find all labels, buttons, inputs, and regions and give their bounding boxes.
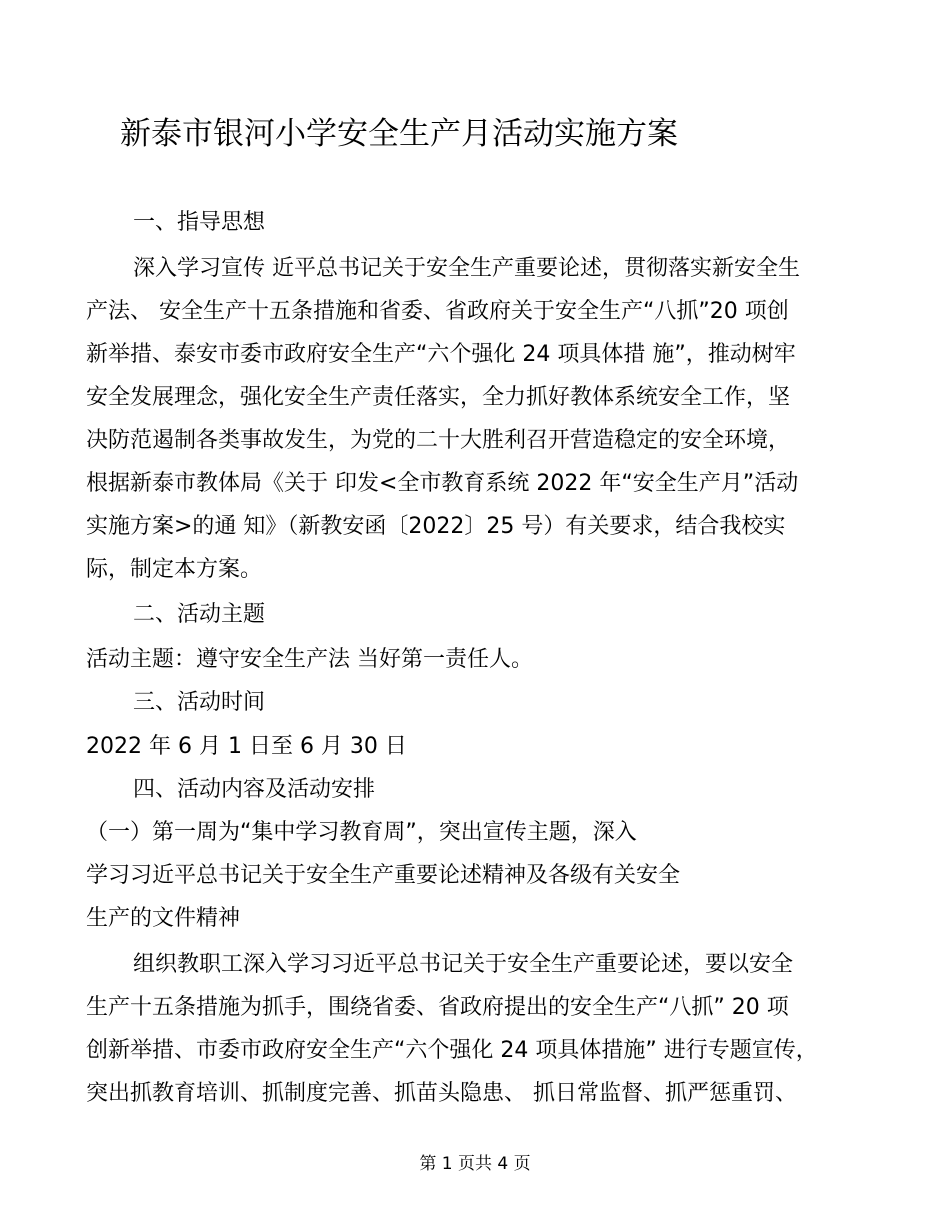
section-heading-activity-content: 四、活动内容及活动安排 <box>133 777 376 802</box>
paragraph-line: 产法、 安全生产十五条措施和省委、省政府关于安全生产“八抓”20 项创 <box>86 299 789 324</box>
section-heading-activity-theme: 二、活动主题 <box>133 602 266 627</box>
paragraph-line: 组织教职工深入学习习近平总书记关于安全生产重要论述，要以安全 <box>133 952 794 977</box>
paragraph-line: 际，制定本方案。 <box>86 557 263 582</box>
section-heading-activity-time: 三、活动时间 <box>133 690 266 715</box>
paragraph-line: 突出抓教育培训、抓制度完善、抓苗头隐患、 抓日常监督、抓严惩重罚、 <box>86 1081 797 1106</box>
paragraph-line: 创新举措、市委市政府安全生产“六个强化 24 项具体措施” 进行专题宣传， <box>86 1038 818 1063</box>
paragraph-line: 新举措、泰安市委市政府安全生产“六个强化 24 项具体措 施”，推动树牢 <box>86 342 796 367</box>
subsection-heading-line: 学习习近平总书记关于安全生产重要论述精神及各级有关安全 <box>86 863 681 888</box>
paragraph-line: 生产十五条措施为抓手，围绕省委、省政府提出的安全生产“八抓” 20 项 <box>86 995 789 1020</box>
section-heading-guiding-ideology: 一、指导思想 <box>133 210 266 235</box>
subsection-heading-line: （一）第一周为“集中学习教育周”，突出宣传主题，深入 <box>86 820 637 845</box>
paragraph-line: 决防范遏制各类事故发生，为党的二十大胜利召开营造稳定的安全环境， <box>86 428 791 453</box>
activity-theme-text: 活动主题：遵守安全生产法 当好第一责任人。 <box>86 647 533 672</box>
paragraph-line: 根据新泰市教体局《关于 印发<全市教育系统 2022 年“安全生产月”活动 <box>86 471 799 496</box>
paragraph-line: 实施方案>的通 知》（新教安函〔2022〕25 号）有关要求，结合我校实 <box>86 514 786 539</box>
paragraph-line: 深入学习宣传 近平总书记关于安全生产重要论述，贯彻落实新安全生 <box>133 256 800 281</box>
paragraph-line: 安全发展理念，强化安全生产责任落实，全力抓好教体系统安全工作，坚 <box>86 385 791 410</box>
page-number-footer: 第 1 页共 4 页 <box>419 1154 531 1174</box>
subsection-heading-line: 生产的文件精神 <box>86 906 241 931</box>
activity-time-text: 2022 年 6 月 1 日至 6 月 30 日 <box>86 734 407 759</box>
document-title: 新泰市银河小学安全生产月活动实施方案 <box>120 116 678 152</box>
